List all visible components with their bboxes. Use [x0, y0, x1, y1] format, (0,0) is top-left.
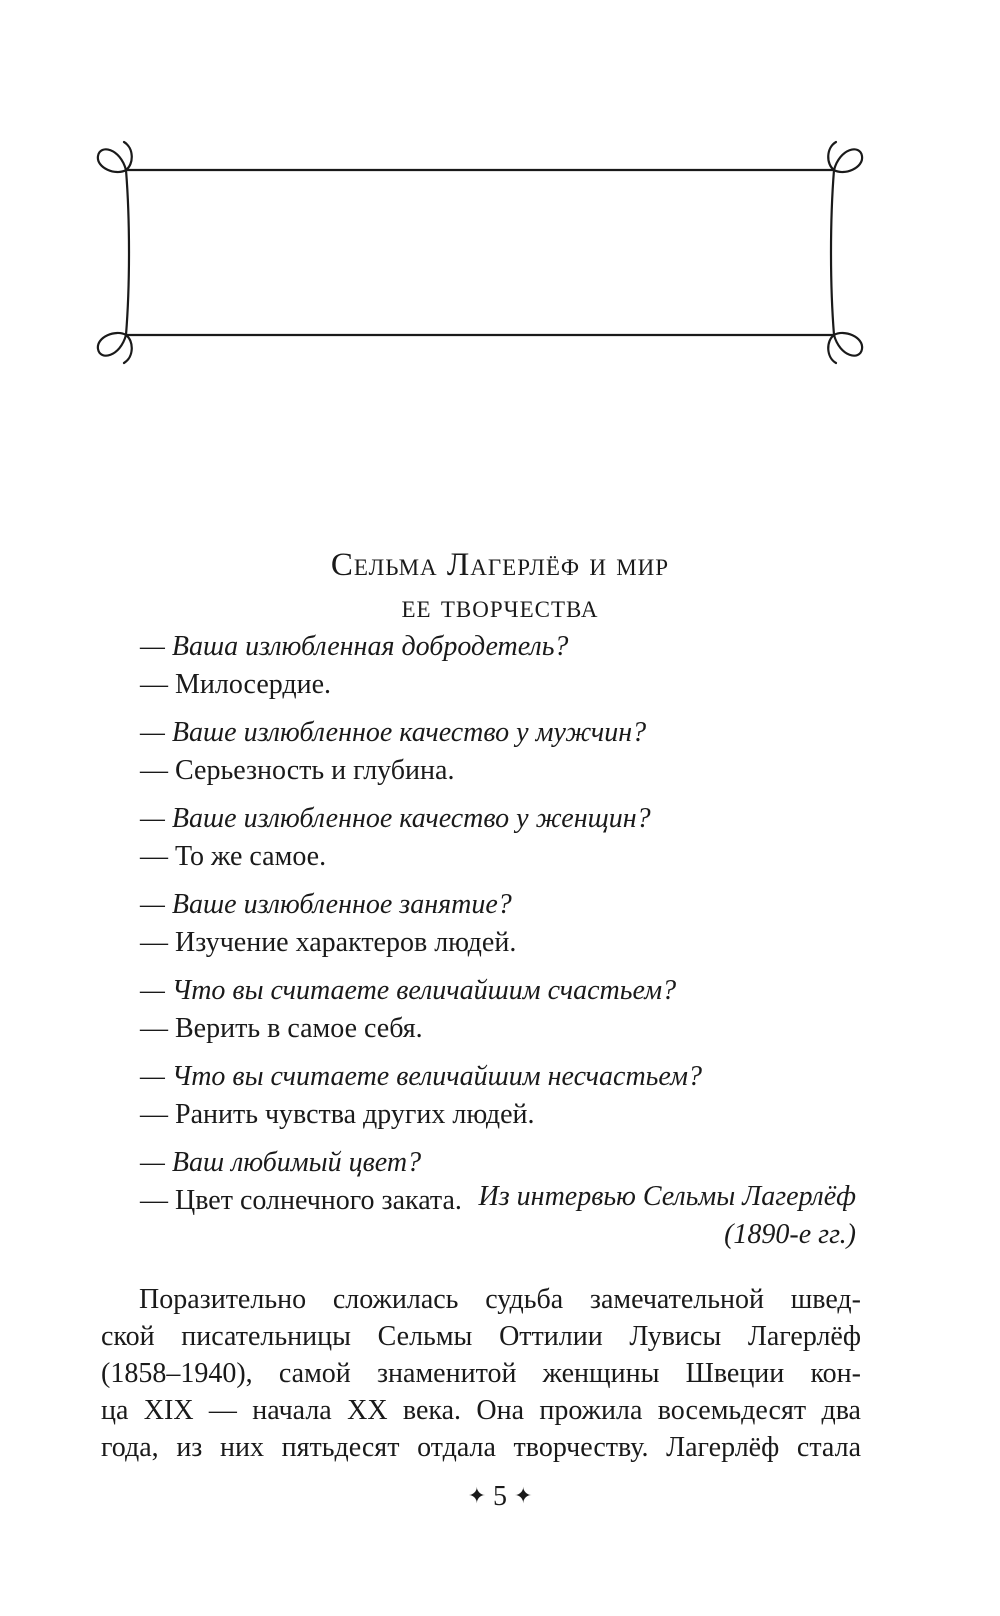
quote-source	[479, 1178, 856, 1254]
dialogue-pair	[140, 714, 860, 790]
dialogue-pair	[140, 1058, 860, 1134]
curl-bottom-right	[828, 333, 862, 363]
dialogue-answer: — Милосердие.	[140, 669, 332, 700]
body-line: ской писательницы Сельмы Оттилии Лувисы Лагерлёф	[101, 1321, 861, 1352]
dialogue-question: — Ваше излюбленное качество у женщин?	[140, 803, 651, 834]
dialogue-pair	[140, 886, 860, 962]
curl-top-right	[828, 142, 862, 172]
dialogue-answer: — Ранить чувства других людей.	[140, 1099, 535, 1130]
dialogue-pair	[140, 800, 860, 876]
body-line: года, из них пятьдесят отдала творчеству. Лагерлёф стала	[101, 1432, 861, 1463]
dialogue-question: — Ваше излюбленное занятие?	[140, 889, 512, 920]
curl-top-left	[98, 142, 132, 172]
body-line: Поразительно сложилась судьба замечательной швед-	[139, 1284, 861, 1315]
dialogue-pair	[140, 972, 860, 1048]
interview-dialogue	[140, 628, 860, 1230]
chapter-title	[0, 544, 1000, 628]
body-line: ца XIX — начала XX века. Она прожила восемьдесят два	[101, 1395, 861, 1426]
dialogue-question: — Ваше излюбленное качество у мужчин?	[140, 717, 647, 748]
dialogue-answer: — Серьезность и глубина.	[140, 755, 455, 786]
page-folio	[0, 1478, 1000, 1515]
quote-source-line-1: Из интервью Сельмы Лагерлёф	[478, 1181, 856, 1212]
dialogue-question: — Что вы считаете величайшим несчастьем?	[140, 1061, 703, 1092]
body-paragraph	[101, 1281, 861, 1466]
dialogue-answer: — Цвет солнечного заката.	[140, 1185, 462, 1216]
dialogue-pair	[140, 628, 860, 704]
chapter-title-line-1: Сельма Лагерлёф и мир	[330, 547, 670, 583]
dialogue-answer: — Изучение характеров людей.	[140, 927, 517, 958]
chapter-title-line-2: ее творчества	[401, 589, 599, 625]
dialogue-question: — Ваш любимый цвет?	[140, 1147, 422, 1178]
body-line: (1858–1940), самой знаменитой женщины Швеции кон-	[101, 1358, 861, 1389]
frame-left-rule	[126, 170, 129, 335]
dialogue-answer: — То же самое.	[140, 841, 327, 872]
ornament-star-icon: ✦	[514, 1483, 533, 1508]
dialogue-answer: — Верить в самое себя.	[140, 1013, 423, 1044]
dialogue-question: — Ваша излюбленная добродетель?	[140, 631, 569, 662]
curl-bottom-left	[98, 333, 132, 363]
quote-source-line-2: (1890-е гг.)	[724, 1219, 856, 1250]
frame-right-rule	[831, 170, 834, 335]
page-number: 5	[493, 1481, 507, 1512]
ornament-star-icon: ✦	[467, 1483, 486, 1508]
decorative-scroll-frame	[90, 130, 870, 375]
dialogue-question: — Что вы считаете величайшим счастьем?	[140, 975, 677, 1006]
